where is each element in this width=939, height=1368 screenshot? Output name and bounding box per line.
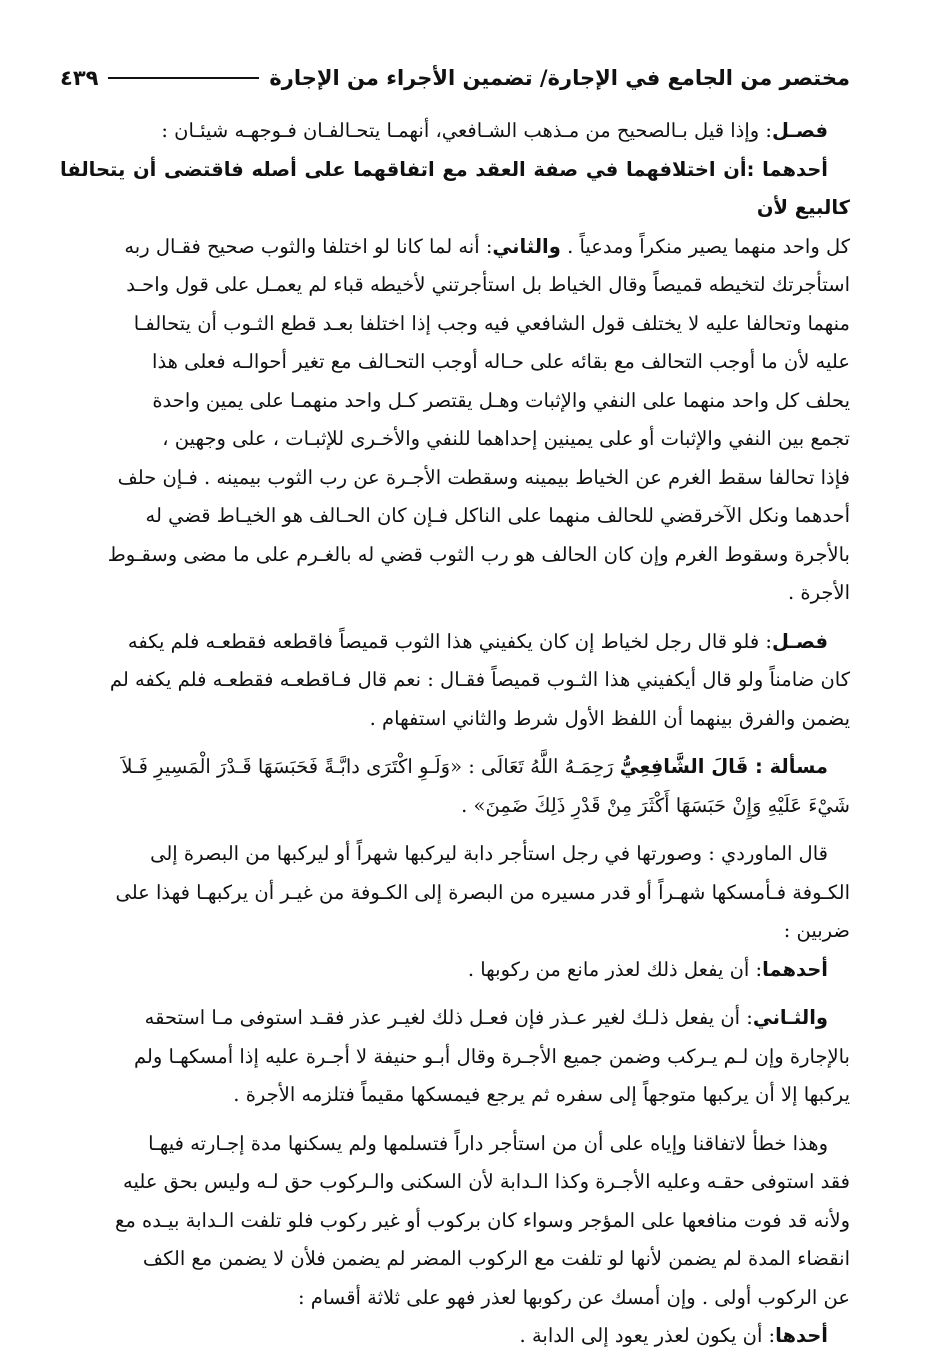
section-keyword: فصـل xyxy=(771,119,828,142)
text-line: كان ضامناً ولو قال أيكفيني هذا الثـوب قميصاً فقـال : نعم قال فـاقطعـه فقطعـه فلم يكفه لم xyxy=(109,668,850,691)
section-1 xyxy=(60,112,850,613)
text-line: منهما وتحالفا عليه لا يختلف قول الشافعي فيه وجب إذا اختلفا بعـد قطع الثـوب أن يتحالفـا xyxy=(133,311,850,335)
text-line xyxy=(60,228,850,267)
text-line xyxy=(60,623,850,662)
text-line: الأجرة . xyxy=(788,581,850,604)
section-keyword: فصـل xyxy=(771,629,828,653)
section-4 xyxy=(60,835,850,989)
text-line: أحدهما ونكل الآخرقضي للحالف منهما على الناكل فـإن كان الحـالف هو الخيـاط قضي له xyxy=(145,504,850,527)
text-line xyxy=(60,951,850,990)
text-line: بالإجارة وإن لـم يـركب وضمن جميع الأجـرة وقال أبـو حنيفة لا أجـرة عليه إذا أمسكهـا ولم xyxy=(133,1044,850,1068)
section-keyword: أحدها xyxy=(775,1324,828,1347)
section-keyword: أحدهما xyxy=(762,957,828,981)
section-5 xyxy=(60,999,850,1115)
text-line: بالأجرة وسقوط الغرم وإن كان الحالف هو رب الثوب قضي له بالغـرم على ما مضى وسقـوط xyxy=(107,542,850,566)
text-line: وهذا خطأ لاتفاقنا وإياه على أن من استأجر داراً فتسلمها ولم يسكنها مدة إجـارته فيهـا xyxy=(148,1131,828,1155)
text-line: انقضاء المدة لم يضمن لأنها لو تلفت مع الركوب المضر لم يضمن فلأن لا يضمن مع الكف xyxy=(142,1247,850,1270)
header-rule xyxy=(108,77,259,79)
text-line xyxy=(60,112,850,151)
text-span: : أن يفعل ذلـك لغير عـذر فإن فعـل ذلك لغيـر عذر فقـد استوفى مـا استحقه xyxy=(144,1006,753,1029)
section-keyword: مسألة : قَالَ الشَّافِعِيُّ xyxy=(619,755,828,778)
text-line: يضمن والفرق بينهما أن اللفظ الأول شرط والثاني استفهام . xyxy=(369,706,850,730)
text-span: : فلو قال رجل لخياط إن كان يكفيني هذا الثوب قميصاً فاقطعه فقطعـه فلم يكفه xyxy=(127,629,772,653)
text-line: يركبها إلا أن يركبها متوجهاً إلى سفره ثم يرجع فيمسكها مقيماً فتلزمه الأجرة . xyxy=(233,1083,850,1106)
text-line xyxy=(60,748,850,787)
text-span: : أنه لما كانا لو اختلفا والثوب صحيح فقـال ربه xyxy=(124,234,493,258)
text-line: تجمع بين النفي والإثبات أو على يمينين إحداهما للنفي والأخـرى للإثبـات ، على وجهين ، xyxy=(162,427,850,450)
text-line: يحلف كل واحد منهما على النفي والإثبات وهـل يقتصر كـل واحد منهمـا على يمين واحدة xyxy=(152,388,850,412)
running-title: مختصر من الجامع في الإجارة/ تضمين الأجراء من الإجارة xyxy=(269,66,850,90)
section-keyword: والثاني xyxy=(492,234,561,258)
text-span: رَحِمَـهُ اللَّهُ تَعَالَى : «وَلَـوِ اكْتَرَى دابَّـةً فَحَبَسَهَا قَـدْرَ الْمَسِيرِ فَـلاَ xyxy=(121,755,614,778)
section-6 xyxy=(60,1125,850,1356)
text-line: فإذا تحالفا سقط الغرم عن الخياط بيمينه وسقطت الأجـرة عن رب الثوب بيمينه . فـإن حلف xyxy=(117,465,850,489)
text-line: شَيْءَ عَلَيْهِ وَإِنْ حَبَسَهَا أَكْثَرَ مِنْ قَدْرِ ذَلِكَ ضَمِنَ» . xyxy=(461,793,850,817)
text-span: كل واحد منهما يصير منكراً ومدعياً . xyxy=(567,234,850,258)
page-body xyxy=(60,112,850,1356)
book-page xyxy=(60,58,850,1366)
section-3 xyxy=(60,748,850,825)
page-header xyxy=(60,58,850,98)
text-span: : أن يكون لعذر يعود إلى الدابة . xyxy=(519,1324,776,1347)
text-line: استأجرتك لتخيطه قميصاً وقال الخياط بل استأجرتني لأخيطه قباء لم يعمـل على قول واحـد xyxy=(126,273,850,296)
text-line: عن الركوب أولى . وإن أمسك عن ركوبها لعذر فهو على ثلاثة أقسام : xyxy=(298,1285,850,1309)
text-line: عليه لأن ما أوجب التحالف مع بقائه على حـاله أوجب التحـالف مع تغير أحوالـه فعلى هذا xyxy=(152,350,850,373)
text-line: فقد استوفى حقـه وعليه الأجـرة وكذا الـدابة لأن السكنى والـركوب حق لـه وليس بحق عليه xyxy=(123,1170,850,1193)
section-2 xyxy=(60,623,850,739)
text-span: : وإذا قيل بـالصحيح من مـذهب الشـافعي، أنهمـا يتحـالفـان فـوجهـه شيئـان : xyxy=(161,119,772,142)
text-line: قال الماوردي : وصورتها في رجل استأجر دابة ليركبها شهراً أو ليركبها من البصرة إلى xyxy=(150,842,828,865)
text-line: ولأنه قد فوت منافعها على المؤجر وسواء كان بركوب أو غير ركوب فلو تلفت الـدابة بيـده مع xyxy=(114,1208,850,1232)
text-line: ضربين : xyxy=(783,919,850,942)
text-line: الكـوفة فـأمسكها شهـراً أو قدر مسيره من البصرة إلى الكـوفة من غيـر أن يركبهـا فهذا على xyxy=(115,880,850,904)
text-line xyxy=(60,1317,850,1356)
section-keyword: والثـاني xyxy=(752,1006,828,1029)
page-number: ٤٣٩ xyxy=(60,66,99,90)
text-line xyxy=(60,999,850,1038)
text-line: أحدهما :أن اختلافهما في صفة العقد مع اتفاقهما على أصله فاقتضى أن يتحالفا كالبيع لأن xyxy=(60,157,850,219)
text-span: : أن يفعل ذلك لعذر مانع من ركوبها . xyxy=(467,957,763,981)
